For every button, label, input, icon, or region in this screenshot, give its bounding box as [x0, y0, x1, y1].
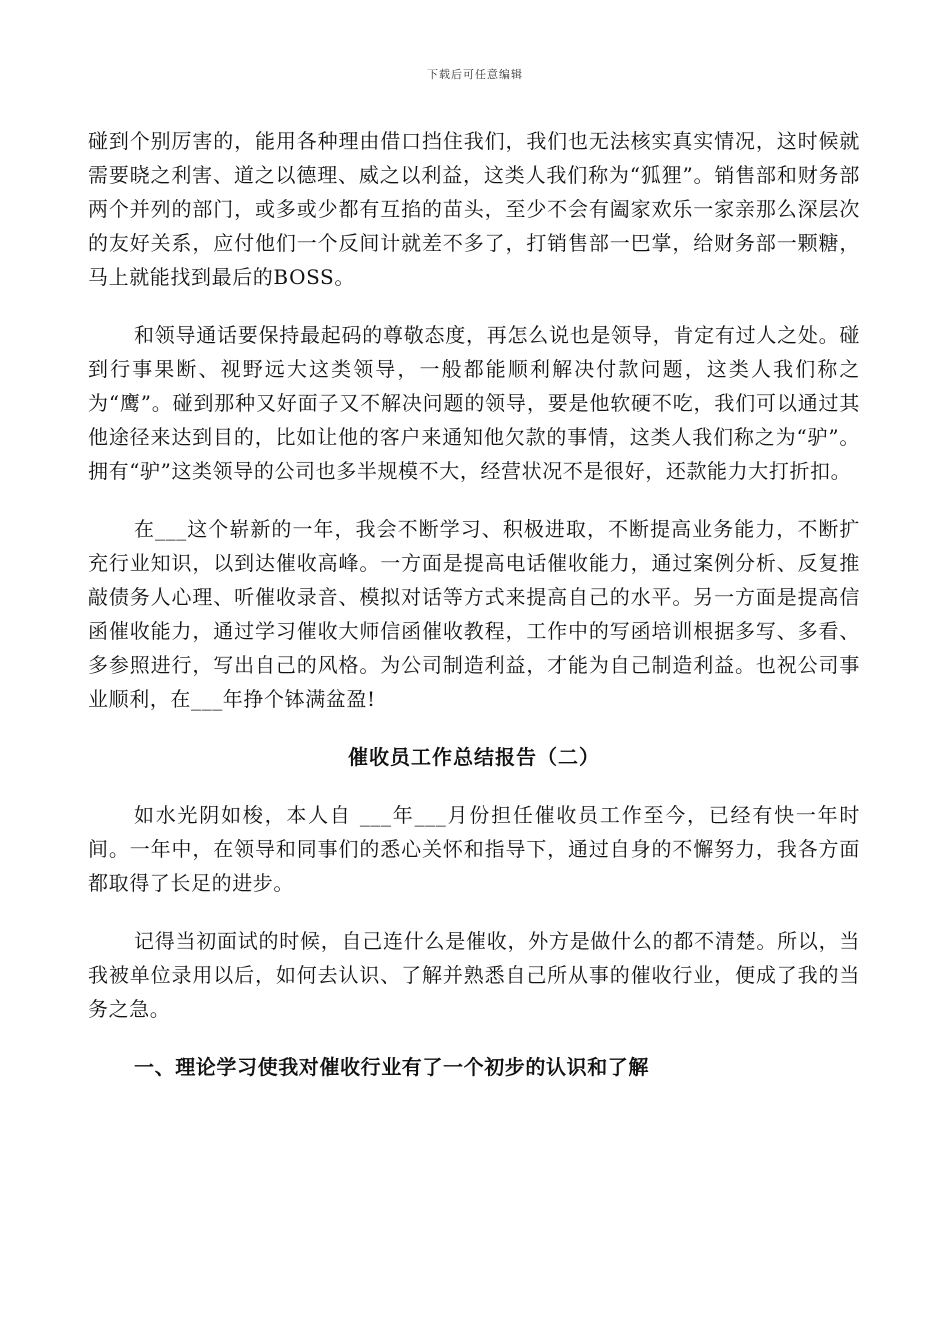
paragraph-1: 碰到个别厉害的，能用各种理由借口挡住我们，我们也无法核实真实情况，这时候就需要晓之利害、道之以德理、威之以利益，这类人我们称为“狐狸”。销售部和财务部两个并列的部门，或多或少都有互掐的苗头，至少不会有阖家欢乐一家亲那么深层次的友好关系，应付他们一个反间计就差不多了，打销售部一巴掌，给财务部一颗糖，马上就能找到最后的BOSS。 [88, 129, 860, 289]
paragraph-spacer [88, 900, 860, 924]
paragraph-3: 在___这个崭新的一年，我会不断学习、积极进取，不断提高业务能力，不断扩充行业知识，以到达催收高峰。一方面是提高电话催收能力，通过案例分析、反复推敲债务人心理、听催收录音、模拟对话等方式来提高自己的水平。另一方面是提高信函催收能力，通过学习催收大师信函催收教程，工作中的写函培训根据多写、多看、多参照进行，写出自己的风格。为公司制造利益，才能为自己制造利益。也祝公司事业顺利，在___年挣个钵满盆盈! [88, 517, 860, 711]
paragraph-spacer [88, 716, 860, 740]
section-heading-1: 一、理论学习使我对催收行业有了一个初步的认识和了解 [134, 1055, 649, 1079]
document-body [88, 124, 860, 1084]
paragraph-4: 如水光阴如梭，本人自 ___年___月份担任催收员工作至今，已经有快一年时间。一年中，在领导和同事们的悉心关怀和指导下，通过自身的不懈努力，我各方面都取得了长足的进步。 [88, 803, 860, 895]
paragraph-2: 和领导通话要保持最起码的尊敬态度，再怎么说也是领导，肯定有过人之处。碰到行事果断、视野远大这类领导，一般都能顺利解决付款问题，这类人我们称之为“鹰”。碰到那种又好面子又不解决问题的领导，要是他软硬不吃，我们可以通过其他途径来达到目的，比如让他的客户来通知他欠款的事情，这类人我们称之为“驴”。拥有“驴”这类领导的公司也多半规模不大，经营状况不是很好，还款能力大打折扣。 [88, 323, 860, 483]
paragraph-spacer [88, 774, 860, 798]
report-title: 催收员工作总结报告（二） [348, 745, 600, 769]
header-note: 下载后可任意编辑 [427, 68, 523, 81]
paragraph-spacer [88, 488, 860, 512]
paragraph-5: 记得当初面试的时候，自己连什么是催收，外方是做什么的都不清楚。所以，当我被单位录用以后，如何去认识、了解并熟悉自己所从事的催收行业，便成了我的当务之急。 [88, 929, 860, 1021]
paragraph-spacer [88, 1026, 860, 1050]
paragraph-spacer [88, 294, 860, 318]
